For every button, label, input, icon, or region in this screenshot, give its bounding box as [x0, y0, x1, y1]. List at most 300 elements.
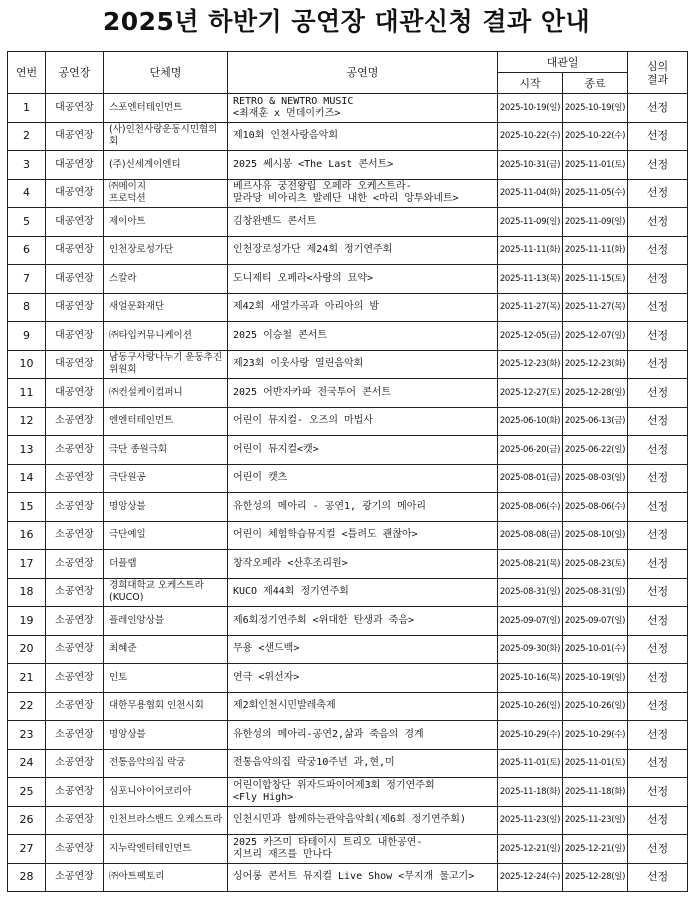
- cell-venue-text: 대공연장: [55, 101, 94, 113]
- cell-end-date-text: 2025-10-22(수): [564, 131, 626, 142]
- cell-no: [8, 179, 46, 208]
- table-body: [8, 94, 688, 892]
- cell-end-date-text: 2025-08-23(토): [564, 558, 626, 569]
- cell-result: [628, 664, 688, 693]
- cell-org: [104, 721, 228, 750]
- cell-no-text: 15: [19, 499, 34, 513]
- cell-end-date: [563, 806, 628, 835]
- cell-start-date: [498, 151, 563, 180]
- cell-venue: [46, 863, 104, 892]
- table-row: [8, 521, 688, 550]
- cell-result-text: 선정: [646, 186, 669, 200]
- cell-start-date-text: 2025-10-29(수): [499, 729, 561, 740]
- table-row: [8, 122, 688, 151]
- cell-show: [228, 493, 498, 522]
- cell-venue: [46, 578, 104, 607]
- cell-venue-text: 대공연장: [55, 272, 94, 284]
- cell-result-text: 선정: [646, 328, 669, 342]
- cell-result: [628, 208, 688, 237]
- cell-start-date-text: 2025-11-23(일): [499, 815, 561, 826]
- cell-end-date-text: 2025-11-11(화): [564, 245, 626, 256]
- cell-no-text: 19: [19, 613, 34, 627]
- cell-venue: [46, 806, 104, 835]
- cell-show: [228, 322, 498, 351]
- cell-venue: [46, 350, 104, 379]
- cell-end-date: [563, 635, 628, 664]
- cell-result: [628, 578, 688, 607]
- table-row: [8, 607, 688, 636]
- cell-org: [104, 208, 228, 237]
- table-row: [8, 407, 688, 436]
- cell-result: [628, 322, 688, 351]
- cell-start-date: [498, 464, 563, 493]
- cell-no: [8, 778, 46, 807]
- cell-no-text: 11: [19, 385, 34, 399]
- cell-end-date: [563, 550, 628, 579]
- cell-show: [228, 635, 498, 664]
- cell-org-text: 전통음악의집 락궁: [109, 757, 186, 769]
- cell-result: [628, 749, 688, 778]
- cell-show: [228, 806, 498, 835]
- cell-org-text: 인천브라스밴드 오케스트라: [109, 814, 223, 826]
- cell-end-date: [563, 749, 628, 778]
- cell-venue: [46, 778, 104, 807]
- table-row: [8, 493, 688, 522]
- cell-end-date-text: 2025-10-19(일): [564, 672, 626, 683]
- cell-show: [228, 379, 498, 408]
- cell-result-text: 선정: [646, 243, 669, 257]
- cell-end-date: [563, 208, 628, 237]
- cell-no-text: 25: [19, 784, 34, 798]
- cell-no: [8, 721, 46, 750]
- cell-result: [628, 635, 688, 664]
- cell-org: [104, 550, 228, 579]
- cell-end-date-text: 2025-11-18(화): [564, 786, 626, 797]
- table-row: [8, 664, 688, 693]
- cell-org: [104, 179, 228, 208]
- cell-end-date-text: 2025-11-01(토): [564, 758, 626, 769]
- cell-show-text: 어린이 캣츠: [233, 472, 288, 484]
- cell-org-text: 대한무용협회 인천시회: [109, 700, 204, 712]
- cell-result: [628, 806, 688, 835]
- cell-start-date: [498, 607, 563, 636]
- cell-no: [8, 208, 46, 237]
- cell-no-text: 8: [23, 300, 30, 314]
- cell-start-date-text: 2025-06-10(화): [499, 416, 561, 427]
- cell-start-date-text: 2025-12-21(일): [499, 843, 561, 854]
- table-row: [8, 436, 688, 465]
- table-row: [8, 806, 688, 835]
- cell-org: [104, 749, 228, 778]
- cell-start-date: [498, 749, 563, 778]
- cell-show-text: 무용 <샌드백>: [233, 643, 300, 655]
- header-show: 공연명: [228, 52, 498, 94]
- cell-end-date: [563, 436, 628, 465]
- cell-show: [228, 464, 498, 493]
- cell-no: [8, 350, 46, 379]
- cell-org-text: 인토: [109, 671, 128, 683]
- cell-start-date: [498, 664, 563, 693]
- cell-end-date-text: 2025-11-01(토): [564, 159, 626, 170]
- cell-org-text: 스포엔터테인먼트: [109, 101, 183, 113]
- cell-no-text: 27: [19, 841, 34, 855]
- cell-end-date-text: 2025-08-31(일): [564, 587, 626, 598]
- cell-show-text: 어린이 뮤지컬- 오즈의 마법사: [233, 415, 374, 427]
- cell-start-date: [498, 550, 563, 579]
- cell-org-text: ㈜타입커뮤니케이션: [109, 329, 192, 341]
- cell-no-text: 16: [19, 528, 34, 542]
- header-end: 종료: [563, 73, 628, 94]
- cell-result-text: 선정: [646, 727, 669, 741]
- cell-venue: [46, 493, 104, 522]
- cell-result-text: 선정: [646, 841, 669, 855]
- cell-start-date-text: 2025-12-05(금): [499, 330, 561, 341]
- cell-show-text: 유한성의 메아리-공연2,삶과 죽음의 경계: [233, 728, 424, 740]
- cell-show-text: 유한성의 메아리 - 공연1, 광기의 메아리: [233, 500, 427, 512]
- cell-venue-text: 소공연장: [55, 643, 94, 655]
- table-row: [8, 179, 688, 208]
- cell-show-text: KUCO 제44회 정기연주회: [233, 586, 349, 598]
- cell-no: [8, 521, 46, 550]
- cell-no: [8, 578, 46, 607]
- cell-no: [8, 635, 46, 664]
- table-row: [8, 578, 688, 607]
- cell-start-date-text: 2025-08-06(수): [499, 501, 561, 512]
- cell-start-date-text: 2025-06-20(금): [499, 444, 561, 455]
- cell-result-text: 선정: [646, 613, 669, 627]
- cell-org: [104, 863, 228, 892]
- cell-venue: [46, 265, 104, 294]
- cell-no: [8, 436, 46, 465]
- cell-start-date: [498, 407, 563, 436]
- cell-show: [228, 721, 498, 750]
- header-start: 시작: [498, 73, 563, 94]
- table-row: [8, 350, 688, 379]
- cell-end-date-text: 2025-06-13(금): [564, 416, 626, 427]
- cell-result-text: 선정: [646, 699, 669, 713]
- cell-result: [628, 464, 688, 493]
- cell-venue-text: 대공연장: [55, 215, 94, 227]
- cell-venue-text: 소공연장: [55, 700, 94, 712]
- cell-venue-text: 소공연장: [55, 814, 94, 826]
- cell-no-text: 18: [19, 585, 34, 599]
- cell-show-text: 어린이 체험학습뮤지컬 <틀려도 괜찮아>: [233, 529, 418, 541]
- cell-venue: [46, 322, 104, 351]
- cell-org: [104, 635, 228, 664]
- cell-result: [628, 607, 688, 636]
- cell-end-date: [563, 521, 628, 550]
- cell-venue: [46, 749, 104, 778]
- cell-venue-text: 소공연장: [55, 842, 94, 854]
- cell-show: [228, 578, 498, 607]
- cell-start-date-text: 2025-10-31(금): [499, 159, 561, 170]
- cell-no-text: 9: [23, 328, 30, 342]
- cell-result: [628, 550, 688, 579]
- cell-venue-text: 소공연장: [55, 415, 94, 427]
- cell-venue: [46, 550, 104, 579]
- table-row: [8, 151, 688, 180]
- cell-result: [628, 236, 688, 265]
- cell-venue: [46, 835, 104, 864]
- cell-end-date-text: 2025-11-09(일): [564, 216, 626, 227]
- cell-show: [228, 350, 498, 379]
- cell-result: [628, 179, 688, 208]
- cell-venue-text: 소공연장: [55, 871, 94, 883]
- cell-show: [228, 778, 498, 807]
- cell-no-text: 17: [19, 556, 34, 570]
- cell-show: [228, 749, 498, 778]
- cell-start-date-text: 2025-10-19(일): [499, 102, 561, 113]
- cell-end-date-text: 2025-10-19(일): [564, 102, 626, 113]
- table-row: [8, 721, 688, 750]
- cell-show: [228, 407, 498, 436]
- cell-end-date: [563, 236, 628, 265]
- cell-org-text: 엔엔터테인먼트: [109, 415, 174, 427]
- cell-result-text: 선정: [646, 357, 669, 371]
- cell-show: [228, 265, 498, 294]
- cell-venue-text: 대공연장: [55, 187, 94, 199]
- cell-venue: [46, 721, 104, 750]
- cell-result-text: 선정: [646, 528, 669, 542]
- cell-show-text: 어린이합창단 위자드파이어제3회 정기연주회 <Fly High>: [233, 779, 435, 803]
- cell-result-text: 선정: [646, 471, 669, 485]
- cell-end-date-text: 2025-11-05(수): [564, 188, 626, 199]
- cell-org-text: 명앙상블: [109, 500, 146, 512]
- header-org: 단체명: [104, 52, 228, 94]
- cell-start-date: [498, 122, 563, 151]
- cell-start-date-text: 2025-09-07(일): [499, 615, 561, 626]
- cell-no: [8, 749, 46, 778]
- cell-no: [8, 664, 46, 693]
- cell-start-date-text: 2025-08-31(일): [499, 587, 561, 598]
- cell-show-text: 연극 <위선자>: [233, 671, 300, 683]
- cell-no-text: 20: [19, 642, 34, 656]
- cell-no: [8, 122, 46, 151]
- cell-start-date-text: 2025-11-18(화): [499, 786, 561, 797]
- cell-venue-text: 소공연장: [55, 614, 94, 626]
- cell-show-text: 창작오페라 <산후조리원>: [233, 557, 348, 569]
- page-title: 2025년 하반기 공연장 대관신청 결과 안내: [102, 7, 591, 36]
- cell-end-date-text: 2025-12-21(일): [564, 843, 626, 854]
- table-row: [8, 293, 688, 322]
- cell-end-date: [563, 151, 628, 180]
- cell-end-date: [563, 350, 628, 379]
- cell-no: [8, 265, 46, 294]
- cell-end-date: [563, 464, 628, 493]
- cell-no-text: 26: [19, 813, 34, 827]
- cell-end-date: [563, 179, 628, 208]
- cell-no-text: 7: [23, 271, 30, 285]
- cell-show-text: 인천장로성가단 제24회 정기연주회: [233, 244, 393, 256]
- cell-end-date-text: 2025-12-28(일): [564, 872, 626, 883]
- cell-start-date-text: 2025-08-08(금): [499, 530, 561, 541]
- cell-result: [628, 692, 688, 721]
- cell-org: [104, 835, 228, 864]
- cell-start-date: [498, 578, 563, 607]
- cell-end-date: [563, 578, 628, 607]
- cell-start-date-text: 2025-08-01(금): [499, 473, 561, 484]
- cell-show-text: 도니제티 오페라<사랑의 묘약>: [233, 272, 374, 284]
- cell-start-date: [498, 835, 563, 864]
- cell-show-text: 베르사유 궁전왕립 오페라 오케스트라- 말라당 비아리츠 발레단 내한 <마리 앙투와네트>: [233, 181, 459, 205]
- cell-venue: [46, 122, 104, 151]
- cell-org-text: ㈜아트팩토리: [109, 871, 165, 883]
- cell-result-text: 선정: [646, 642, 669, 656]
- cell-no: [8, 493, 46, 522]
- cell-show-text: 싱어롱 콘서트 뮤지컬 Live Show <무지개 물고기>: [233, 871, 475, 883]
- cell-show: [228, 521, 498, 550]
- cell-show-text: 인천시민과 함께하는관악음악회(제6회 정기연주회): [233, 814, 466, 826]
- cell-end-date: [563, 322, 628, 351]
- cell-start-date: [498, 635, 563, 664]
- cell-end-date: [563, 122, 628, 151]
- cell-end-date: [563, 379, 628, 408]
- cell-no: [8, 835, 46, 864]
- cell-venue: [46, 179, 104, 208]
- cell-start-date: [498, 265, 563, 294]
- table-row: [8, 635, 688, 664]
- cell-end-date-text: 2025-08-03(일): [564, 473, 626, 484]
- cell-venue-text: 소공연장: [55, 500, 94, 512]
- table-row: [8, 778, 688, 807]
- cell-no-text: 10: [19, 357, 34, 371]
- cell-no-text: 22: [19, 699, 34, 713]
- cell-venue-text: 소공연장: [55, 757, 94, 769]
- cell-no-text: 2: [23, 129, 30, 143]
- cell-no-text: 6: [23, 243, 30, 257]
- cell-end-date-text: 2025-12-23(화): [564, 359, 626, 370]
- cell-start-date: [498, 179, 563, 208]
- cell-org-text: 최혜준: [109, 643, 137, 655]
- cell-no-text: 21: [19, 670, 34, 684]
- cell-show: [228, 236, 498, 265]
- cell-no: [8, 464, 46, 493]
- cell-org: [104, 350, 228, 379]
- cell-start-date-text: 2025-12-27(토): [499, 387, 561, 398]
- cell-venue-text: 대공연장: [55, 386, 94, 398]
- cell-end-date-text: 2025-08-10(일): [564, 530, 626, 541]
- cell-org: [104, 436, 228, 465]
- cell-end-date-text: 2025-11-27(목): [564, 302, 626, 313]
- cell-start-date-text: 2025-12-24(수): [499, 872, 561, 883]
- cell-no: [8, 379, 46, 408]
- cell-venue: [46, 379, 104, 408]
- cell-end-date-text: 2025-10-26(일): [564, 701, 626, 712]
- cell-result-text: 선정: [646, 214, 669, 228]
- cell-result: [628, 436, 688, 465]
- cell-result-text: 선정: [646, 813, 669, 827]
- cell-start-date-text: 2025-11-13(목): [499, 273, 561, 284]
- cell-result-text: 선정: [646, 300, 669, 314]
- cell-show-text: 제42회 새얼가곡과 아리아의 밤: [233, 301, 380, 313]
- table-row: [8, 236, 688, 265]
- cell-no: [8, 863, 46, 892]
- cell-no-text: 24: [19, 756, 34, 770]
- cell-start-date: [498, 806, 563, 835]
- cell-show: [228, 863, 498, 892]
- cell-org: [104, 607, 228, 636]
- cell-org: [104, 806, 228, 835]
- cell-end-date: [563, 835, 628, 864]
- cell-show: [228, 607, 498, 636]
- cell-result-text: 선정: [646, 499, 669, 513]
- cell-start-date-text: 2025-11-27(목): [499, 302, 561, 313]
- cell-org: [104, 122, 228, 151]
- cell-org-text: 스칼라: [109, 272, 137, 284]
- cell-org-text: 심포니아이어코리아: [109, 785, 192, 797]
- cell-org: [104, 464, 228, 493]
- cell-org-text: 명앙상블: [109, 728, 146, 740]
- cell-end-date-text: 2025-12-28(일): [564, 387, 626, 398]
- cell-start-date-text: 2025-09-30(화): [499, 644, 561, 655]
- cell-start-date: [498, 778, 563, 807]
- cell-venue: [46, 692, 104, 721]
- cell-result: [628, 835, 688, 864]
- table-row: [8, 379, 688, 408]
- cell-no: [8, 94, 46, 123]
- cell-org: [104, 407, 228, 436]
- table-row: [8, 863, 688, 892]
- cell-result: [628, 863, 688, 892]
- cell-no: [8, 607, 46, 636]
- cell-show: [228, 151, 498, 180]
- cell-org: [104, 94, 228, 123]
- cell-venue: [46, 464, 104, 493]
- cell-org-text: (주)신세계이엔티: [109, 158, 181, 170]
- cell-show-text: 2025 이승철 콘서트: [233, 329, 328, 341]
- cell-show-text: 2025 어반자카파 전국투어 콘서트: [233, 386, 392, 398]
- cell-end-date: [563, 607, 628, 636]
- cell-result-text: 선정: [646, 442, 669, 456]
- cell-no-text: 23: [19, 727, 34, 741]
- cell-venue-text: 소공연장: [55, 785, 94, 797]
- cell-end-date: [563, 407, 628, 436]
- cell-show-text: 제10회 인천사랑음악회: [233, 130, 339, 142]
- table-row: [8, 94, 688, 123]
- cell-org: [104, 236, 228, 265]
- table-row: [8, 835, 688, 864]
- cell-org: [104, 379, 228, 408]
- cell-end-date: [563, 664, 628, 693]
- table-row: [8, 749, 688, 778]
- cell-show-text: 2025 카즈미 타테이시 트리오 내한공연- 지브리 재즈를 만나다: [233, 836, 423, 860]
- cell-end-date-text: 2025-06-22(일): [564, 444, 626, 455]
- cell-result: [628, 778, 688, 807]
- header-period: 대관일: [498, 52, 628, 73]
- cell-org: [104, 322, 228, 351]
- table-row: [8, 208, 688, 237]
- cell-org-text: 제이아트: [109, 215, 146, 227]
- cell-start-date-text: 2025-11-01(토): [499, 758, 561, 769]
- cell-start-date: [498, 521, 563, 550]
- cell-start-date: [498, 322, 563, 351]
- cell-start-date-text: 2025-10-26(일): [499, 701, 561, 712]
- cell-result: [628, 151, 688, 180]
- cell-result-text: 선정: [646, 157, 669, 171]
- cell-venue-text: 대공연장: [55, 158, 94, 170]
- cell-venue-text: 소공연장: [55, 557, 94, 569]
- cell-org-text: 인천장로성가단: [109, 244, 174, 256]
- cell-venue: [46, 208, 104, 237]
- table-row: [8, 550, 688, 579]
- cell-show-text: RETRO & NEWTRO MUSIC <최재훈 x 먼데이키즈>: [233, 95, 354, 119]
- cell-no: [8, 322, 46, 351]
- cell-end-date: [563, 493, 628, 522]
- cell-org: [104, 151, 228, 180]
- cell-end-date-text: 2025-12-07(일): [564, 330, 626, 341]
- cell-start-date-text: 2025-10-22(수): [499, 131, 561, 142]
- cell-result: [628, 293, 688, 322]
